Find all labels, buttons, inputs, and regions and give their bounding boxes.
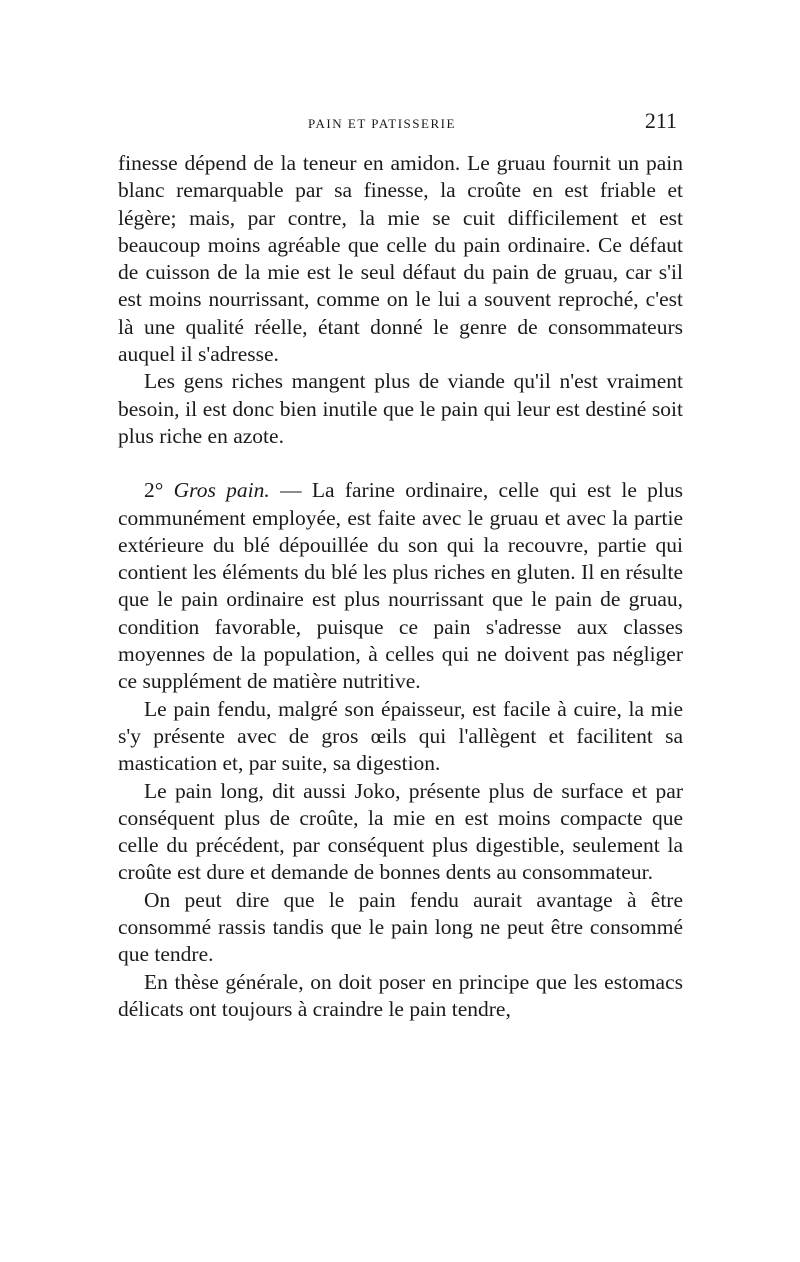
paragraph-3-text: — La farine ordinaire, celle qui est le plus communément employée, est faite avec le gruau et avec la partie extérieure du blé dépouillée du son qui la recouvre, partie qui contient les éléments du blé les plus riches en gluten. Il en résulte que le pain ordinaire est plus nourrissant que le pain de gruau, condition favorable, puisque ce pain s'adresse aux classes moyennes de la population, à celles qui ne doivent pas négliger ce supplément de matière nutritive. — [118, 478, 683, 694]
paragraph-5: Le pain long, dit aussi Joko, présente plus de surface et par conséquent plus de croûte, la mie en est moins compacte que celle du précédent, par conséquent plus digestible, seulement la croûte est dure et demande de bonnes dents au consommateur. — [118, 778, 683, 885]
section-number: 2° — [144, 478, 164, 503]
running-title: PAIN ET PATISSERIE — [308, 116, 456, 131]
running-head — [118, 108, 683, 138]
body-text — [118, 150, 683, 1023]
section-gap — [118, 450, 683, 477]
paragraph-3 — [118, 477, 683, 695]
paragraph-1: finesse dépend de la teneur en amidon. Le gruau fournit un pain blanc remarquable par sa finesse, la croûte en est friable et légère; mais, par contre, la mie se cuit difficilement et est beaucoup moins agréable que celle du pain ordinaire. Ce défaut de cuisson de la mie est le seul défaut du pain de gruau, car s'il est moins nourrissant, comme on le lui a souvent reproché, c'est là une qualité réelle, étant donné le genre de consommateurs auquel il s'adresse. — [118, 151, 683, 367]
page-number: 211 — [644, 108, 677, 133]
paragraph-2: Les gens riches mangent plus de viande qu'il n'est vraiment besoin, il est donc bien inutile que le pain qui leur est destiné soit plus riche en azote. — [118, 369, 683, 448]
paragraph-4: Le pain fendu, malgré son épaisseur, est facile à cuire, la mie s'y présente avec de gros œils qui l'allègent et facilitent sa mastication et, par suite, sa digestion. — [118, 696, 683, 776]
paragraph-6: On peut dire que le pain fendu aurait avantage à être consommé rassis tandis que le pain long ne peut être consommé que tendre. — [118, 887, 683, 967]
paragraph-7: En thèse générale, on doit poser en principe que les estomacs délicats ont toujours à craindre le pain tendre, — [118, 969, 683, 1021]
section-heading: Gros pain. — [173, 478, 270, 503]
